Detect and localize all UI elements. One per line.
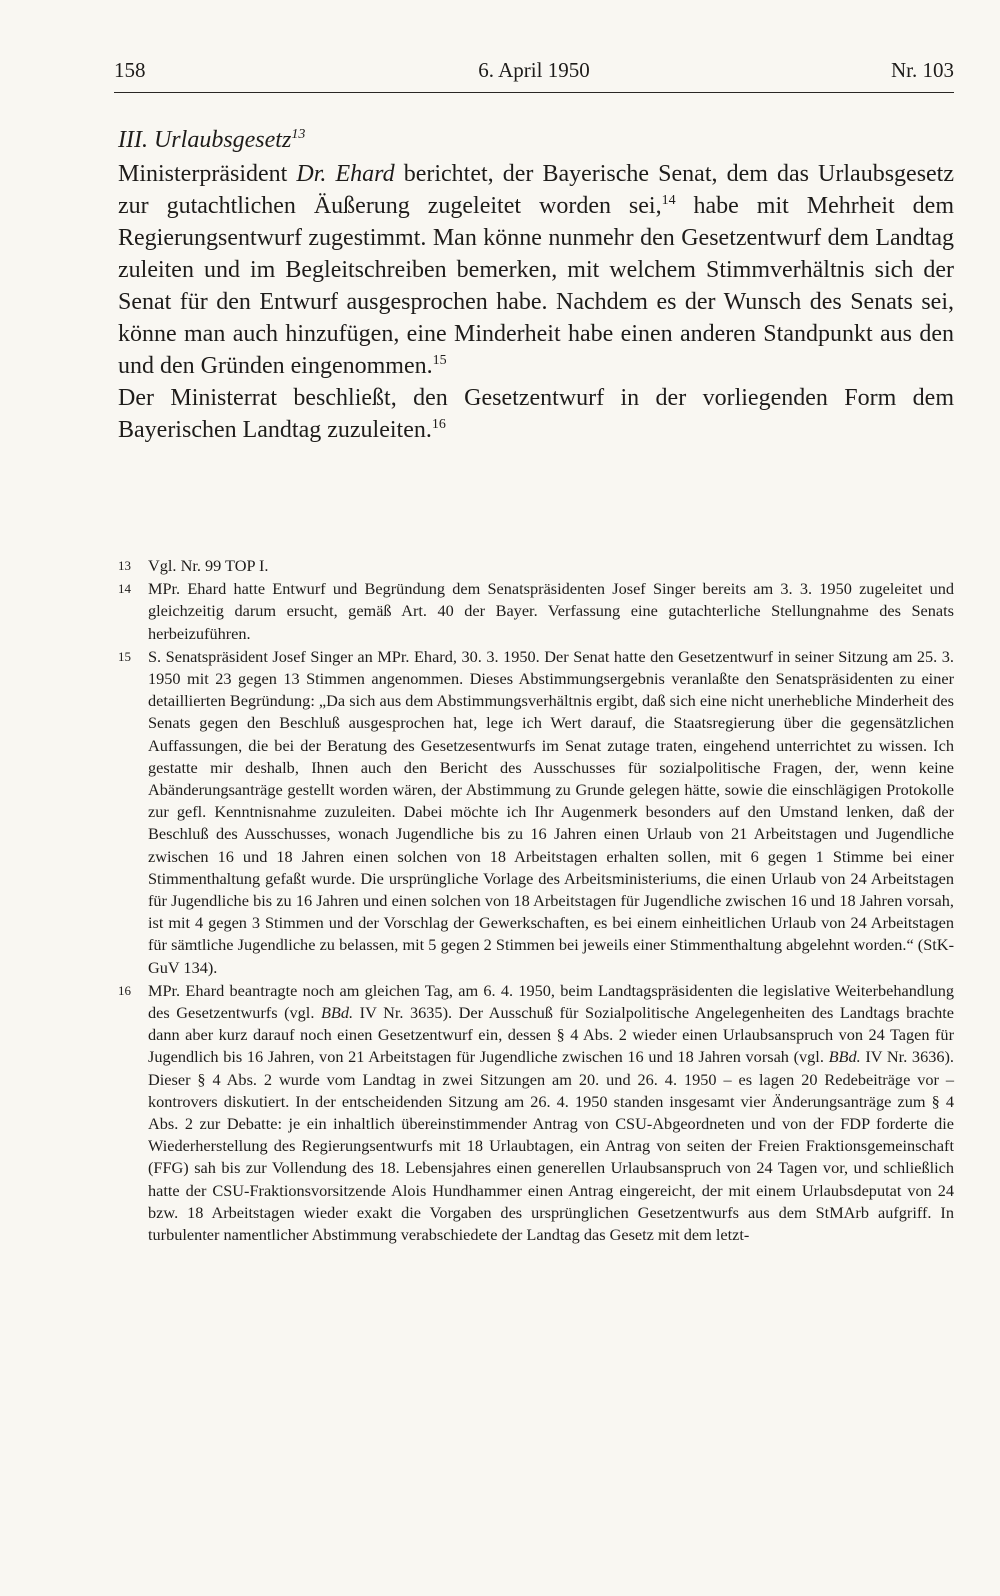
citation-abbrev: BBd. [828, 1047, 861, 1067]
footnotes [118, 555, 954, 1247]
citation-abbrev: BBd. [320, 1003, 354, 1023]
footnote-16 [118, 980, 954, 1246]
footnote-text: MPr. Ehard beantragte noch am gleichen Tag, am 6. 4. 1950, beim Landtagspräsidenten die legislative Weiterbehandlung des Gesetzentwurfs (vgl. BBd. IV Nr. 3635). Der Ausschuß für Sozialpolitische Angelegenheiten des Landtags brachte dann aber kurz darauf noch einen Gesetzentwurf ein, dessen § 4 Abs. 2 wieder einen Urlaubsanspruch von 24 Tagen für Jugendlich bis 16 Jahren, von 21 Arbeitstagen für Jugendliche zwischen 16 und 18 Jahren vorsah (vgl. BBd. IV Nr. 3636). Dieser § 4 Abs. 2 wurde vom Landtag in zwei Sitzungen am 20. und 26. 4. 1950 – es lagen 20 Redebeiträge vor – kontrovers diskutiert. In der entscheidenden Sitzung am 26. 4. 1950 standen insgesamt vier Änderungsanträge zum § 4 Abs. 2 zur Debatte: je ein inhaltlich übereinstimmender Antrag von CSU-Abgeordneten und von der FDP forderte die Wiederherstellung des Regierungsentwurfs mit 18 Urlaubtagen, ein Antrag von seiten der Freien Fraktionsgemeinschaft (FFG) sah bis zur Vollendung des 18. Lebensjahres einen generellen Urlaubsanspruch von 24 Tagen vor, und schließlich hatte der CSU-Fraktionsvorsitzende Alois Hundhammer einen Antrag eingereicht, der mit einem Urlaubsdeputat von 24 bzw. 18 Arbeitstagen wieder exakt die Vorgaben des ursprünglichen Gesetzentwurfs aus dem StMArb aufgriff. In turbulenter namentlicher Abstimmung verabschiedete der Landtag das Gesetz mit dem letzt- [148, 980, 954, 1245]
footnote-number: 16 [118, 982, 131, 998]
footnote-number: 14 [118, 581, 131, 597]
footnote-text: Vgl. Nr. 99 TOP I. [148, 556, 269, 575]
header-date: 6. April 1950 [478, 58, 590, 82]
footnote-number: 13 [118, 558, 131, 573]
footnote-13 [118, 555, 954, 577]
footnote-15 [118, 646, 954, 979]
header-issue: Nr. 103 [891, 58, 954, 82]
paragraph-2: Der Ministerrat beschließt, den Gesetzentwurf in der vorliegenden Form dem Bayerischen Landtag zuzuleiten.$^{16}$ [118, 385, 954, 443]
footnote-number: 15 [118, 648, 131, 664]
page-number: 158 [114, 58, 146, 82]
footnote-ref-15: 15 [432, 353, 447, 368]
paragraph-1: Ministerpräsident Dr. Ehard berichtet, der Bayerische Senat, dem das Urlaubsgesetz zur gutachtlichen Äußerung zugeleitet worden sei,$^{14}$ habe mit Mehrheit dem Regierungsentwurf zugestimmt. Man könne nunmehr den Gesetzentwurf dem Landtag zuleiten und im Begleitschreiben bemerken, mit welchem Stimmverhältnis sich der Senat für den Entwurf ausgesprochen habe. Nachdem es der Wunsch des Senats sei, könne man auch hinzufügen, eine Minderheit habe einen anderen Standpunkt aus den und den Gründen eingenommen.$^{15}$ [118, 161, 955, 379]
section-title: III. Urlaubsgesetz$^{13}$ [118, 127, 306, 153]
person-name: Dr. Ehard [296, 161, 395, 187]
footnote-text: MPr. Ehard hatte Entwurf und Begründung dem Senatspräsidenten Josef Singer bereits am 3. 3. 1950 zugeleitet und gleichzeitig darum ersucht, gemäß Art. 40 der Bayer. Verfassung eine gutachterliche Stellungnahme des Senats herbeizuführen. [148, 579, 954, 643]
footnote-text: S. Senatspräsident Josef Singer an MPr. Ehard, 30. 3. 1950. Der Senat hatte den Gesetzentwurf in seiner Sitzung am 25. 3. 1950 mit 23 gegen 13 Stimmen angenommen. Dieses Abstimmungsergebnis veranlaßte den Senatspräsidenten zu einer detaillierten Begründung: „Da sich aus dem Abstimmungsverhältnis ergibt, daß sich eine nicht unerhebliche Minderheit des Senats gegen den Beschluß ausgesprochen hat, lege ich Wert darauf, die Staatsregierung über die gegensätzlichen Auffassungen, die bei der Beratung des Gesetzesentwurfs im Senat zutage traten, eingehend unterrichtet zu wissen. Ich gestatte mir deshalb, Ihnen auch den Bericht des Ausschusses für sozialpolitische Fragen, der, wenn keine Abänderungsanträge gestellt worden wären, der Abstimmung zu Grunde gelegen hätte, sowie die einschlägigen Protokolle zur gefl. Kenntnisnahme zuzuleiten. Dabei möchte ich Ihr Augenmerk besonders auf den Umstand lenken, daß der Beschluß des Ausschusses, wonach Jugendliche bis zu 16 Jahren einen Urlaub von 21 Arbeitstagen und Jugendliche zwischen 16 und 18 Jahren einen solchen von 18 Arbeitstagen erhalten sollen, mit 6 gegen 1 Stimme bei einer Stimmenthaltung gefaßt wurde. Die ursprüngliche Vorlage des Arbeitsministeriums, die einen Urlaub von 24 Arbeitstagen für Jugendliche bis zu 16 Jahren und einen solchen von 18 Arbeitstagen für Jugendliche zwischen 16 und 18 Jahren vorsah, ist mit 4 gegen 3 Stimmen und der Vorschlag der Gewerkschaften, es bei einem einheitlichen Urlaub von 24 Arbeitstagen für sämtliche Jugendliche zu belassen, mit 5 gegen 2 Stimmen bei jeweils einer Stimmenthaltung abgelehnt worden.“ (StK-GuV 134). [148, 646, 954, 977]
footnote-ref-14: 14 [661, 193, 676, 208]
footnote-ref-13: 13 [291, 127, 306, 142]
footnote-14 [118, 578, 954, 645]
footnote-ref-16: 16 [431, 417, 446, 432]
running-header [114, 58, 954, 93]
main-text [118, 124, 954, 446]
